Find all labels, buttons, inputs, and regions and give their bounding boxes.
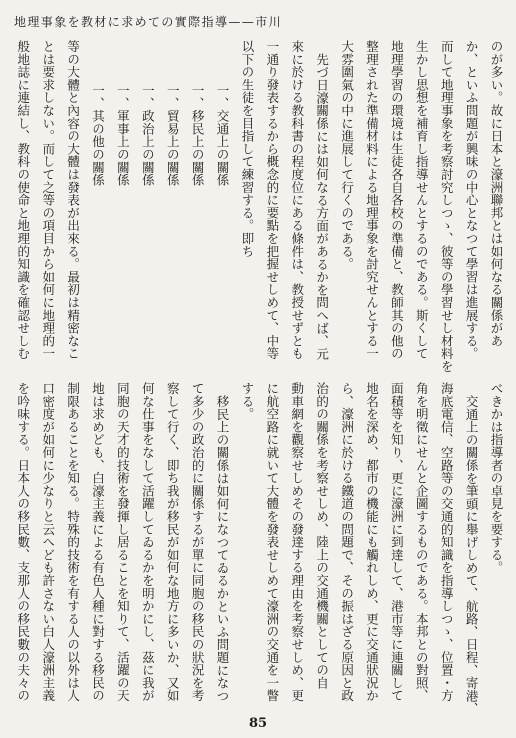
text-column: とは要求しない。而して之等の項目から如何に地理的一 [40,40,56,360]
text-column: 動車網を觀察せしめその發達する理由を考察せしめ、更 [289,382,305,702]
text-column: 制限あることを知る。特殊的技術を有する人の以外は人 [65,382,81,702]
text-column: する。 [239,382,255,421]
text-column: 整理された準備材料による地理事象を討究せんとする一 [364,40,380,360]
list-item: 一、政治上の關係 [140,84,156,187]
text-column: を吟味する。日本人の移民數、支那人の移民數の夫々の [15,382,31,702]
text-column: に航空路に就いて大體を發表せしめて濠洲の交通を一瞥 [264,382,280,702]
text-column: 般地誌に連結し、教科の使命と地理的知識を確認せしむ [15,40,31,360]
text-column: ら、濠洲に於ける鐵道の問題で、その振はざる原因と政 [339,382,355,702]
text-column: 同胞の天才的技術を發揮し居ることを知りて、活躍の天 [115,382,131,702]
text-column: 等の大體と內容の大體は發表が出來る。最初は精密なこ [65,40,81,360]
text-column: 大雰圍氣の中に進展して行くのである。 [339,40,355,271]
list-item: 一、移民上の關係 [190,84,206,187]
page-number: 85 [248,716,268,731]
list-item: 一、貿易上の關係 [165,84,181,187]
text-column: か、といふ問題が興味の中心となつて學習は進展する。 [464,40,480,360]
text-column: べきかは指導者の卓見を要する。 [489,382,504,574]
text-column: 面積等を知り、更に濠洲に到達して、港市等に連關して [389,382,405,702]
text-column: 地名を深め、都市の機能にも觸れしめ、更に交通狀況か [364,382,380,702]
list-item: 一、其の他の關係 [90,84,106,187]
upper-text-block [10,40,508,374]
running-header: 地理事象を教材に求めての實際指導——市川 [14,15,283,29]
text-column: 地理學習の環境は生徒各自各校の準備と、教師其の他の [389,40,405,360]
text-column: 口密度が如何に少なりと云へども許さない白人濠洲主義 [40,382,56,702]
text-column: 海底電信、空路等の交通的知識を指導しつゝ、位置・方 [439,382,455,702]
list-item: 一、交通上の關係 [215,84,231,187]
text-column: 移民上の關係は如何になつてゐるかといふ問題になつ [215,394,231,702]
text-column: 生かし思想を補育し指導せんとするのである。斯くして [414,40,430,360]
text-column: 何な仕事をなして活躍してゐるかを明かにし、茲に我が [140,382,156,702]
text-column: 先づ日濠關係には如何なる方面があるかを問へば、元 [314,52,330,360]
text-column: のが多い。故に日本と濠洲聯邦とは如何なる關係があ [489,40,504,348]
text-column: 來に於ける教科書の程度位にある條件は、教授せずとも [289,40,305,360]
text-column: 地は求めども、白濠主義による有色人種に對する移民の [90,382,106,702]
text-column: 角を明徵にせんと企圖するものである。本邦との對照、 [414,382,430,702]
text-column: 交通上の關係を筆頭に舉げしめて、航路、日程、寄港、 [464,394,480,714]
lower-text-block [10,382,508,714]
text-column: 以下の生徒を目指して練習する。即ち [239,40,255,258]
text-column: 而して地理事象を考察討究しつゝ、彼等の學習せし材料を [439,40,455,373]
text-column: 治的の關係を考察せしめ、陸上の交通機關としての自 [314,382,330,690]
text-column: て多少の政治的に關係するが單に同胞の移民の狀況を考 [190,382,206,702]
list-item: 一、軍事上の關係 [115,84,131,187]
text-column: 察して行く、即ち我が移民が如何な地方に多いか、又如 [165,382,181,702]
text-column: 一通り發表するから概念的に要點を把握せしめて、中等 [264,40,280,360]
